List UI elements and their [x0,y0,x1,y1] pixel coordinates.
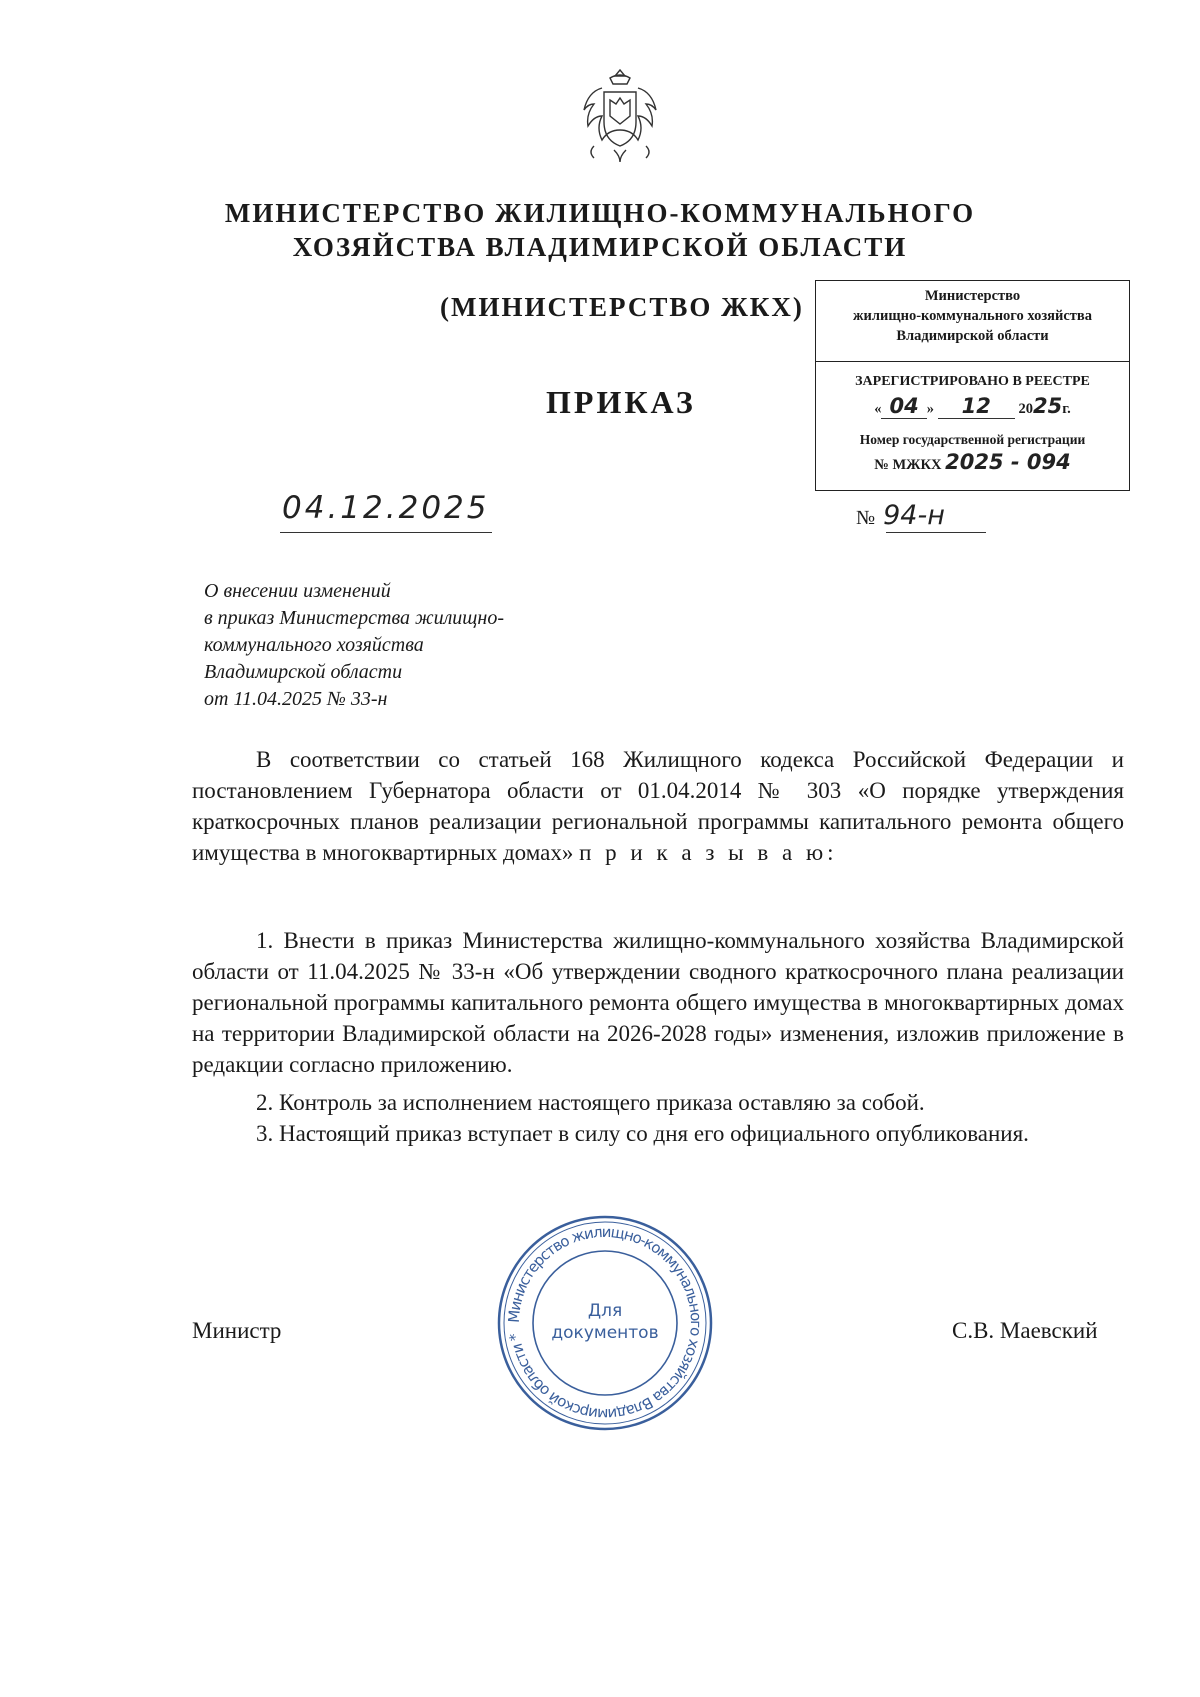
order-number-row [856,500,945,531]
signature-name: С.В. Маевский [952,1318,1098,1343]
preamble-action: п р и к а з ы в а ю: [579,840,838,865]
subject-line5: от 11.04.2025 № 33-н [204,688,388,710]
seal-center-line2: документов [551,1323,659,1343]
stamp-separator [816,361,1129,362]
order-number: 94-н [883,500,945,531]
stamp-date-year-prefix: 20 [1018,401,1033,417]
order-subject [204,578,624,713]
ministry-short-name: (МИНИСТЕРСТВО ЖКХ) [440,292,804,322]
preamble-text: В соответствии со статьей 168 Жилищного кодекса Российской Федерации и постановлением Губернатора области от 01.04.2014 № 303 «О порядке утверждения краткосрочных планов реализации региональной программы капитального ремонта общего имущества в многоквартирных домах» [192,747,1124,865]
body-preamble [192,744,1124,868]
body-item-3: 3. Настоящий приказ вступает в силу со дня его официального опубликования. [256,1121,1029,1146]
stamp-date-quote-open: « [874,401,882,417]
order-date-underline [280,532,492,533]
subject-line4: Владимирской области [204,661,403,683]
stamp-date-year-suffix: 25 [1032,394,1063,418]
stamp-date-year-unit: г. [1062,401,1071,417]
document-type: ПРИКАЗ [546,384,696,420]
stamp-reg-number-label: Номер государственной регистрации [859,432,1086,447]
order-number-label: № [856,507,876,529]
body-item-1: 1. Внести в приказ Министерства жилищно-коммунального хозяйства Владимирской области от 11.04.2025 № 33-н «Об утверждении сводного краткосрочного плана реализации региональной программы капитального ремонта общего имущества в многоквартирных домах на территории Владимирской области на 2026-2028 годы» изменения, изложив приложение в редакции согласно приложению. [192,928,1124,1077]
body-item-2: 2. Контроль за исполнением настоящего приказа оставляю за собой. [256,1090,925,1115]
stamp-org-line1: Министерство [924,288,1021,304]
stamp-org-line2: жилищно-коммунального хозяйства [852,308,1093,324]
stamp-date-day: 04 [881,394,926,419]
subject-line1: О внесении изменений [204,580,391,602]
registration-stamp [815,280,1130,491]
ministry-title-line2: ХОЗЯЙСТВА ВЛАДИМИРСКОЙ ОБЛАСТИ [292,232,908,262]
order-number-underline [886,532,986,533]
subject-line2: в приказ Министерства жилищно- [204,607,504,629]
order-date: 04.12.2025 [282,490,490,526]
stamp-date [816,394,1129,418]
stamp-registered-label: ЗАРЕГИСТРИРОВАНО В РЕЕСТРЕ [855,374,1090,389]
stamp-reg-number-row [816,450,1129,474]
ministry-title [180,196,1020,264]
coat-of-arms-emblem [574,66,666,166]
seal-center-line1: Для [587,1301,623,1321]
seal-ring-text: Министерство жилищно-коммунального хозяйства Владимирской области * [504,1222,706,1424]
ministry-title-line1: МИНИСТЕРСТВО ЖИЛИЩНО-КОММУНАЛЬНОГО [224,198,976,228]
stamp-date-month: 12 [938,394,1015,419]
subject-line3: коммунального хозяйства [204,634,424,656]
stamp-org-line3: Владимирской области [896,328,1049,344]
official-seal [494,1212,716,1434]
stamp-date-quote-close: » [926,401,934,417]
signature-position: Министр [192,1318,282,1343]
stamp-reg-prefix: № МЖКХ [874,457,942,473]
stamp-reg-number: 2025 - 094 [945,450,1071,474]
